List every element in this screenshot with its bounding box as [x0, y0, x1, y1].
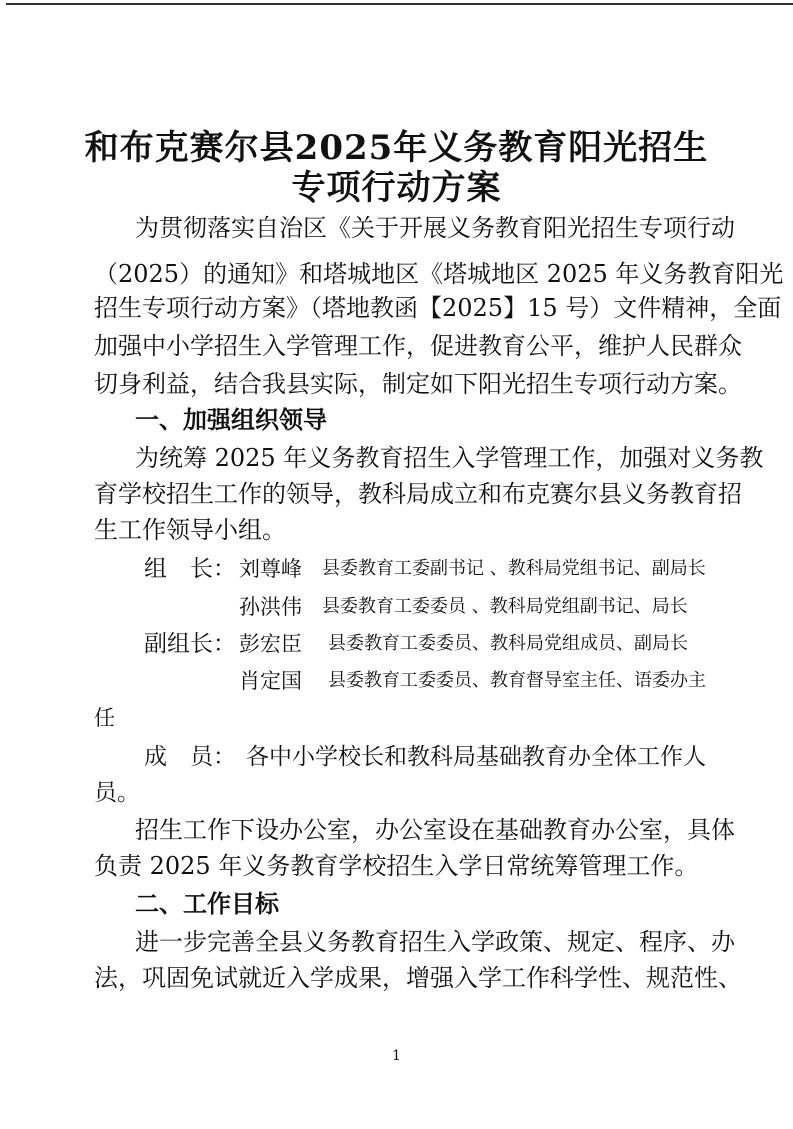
section-1-heading: 一、加强组织领导	[135, 405, 327, 434]
leader-role-label: 组 长：	[144, 556, 236, 582]
member-name: 刘尊峰	[239, 557, 302, 581]
member-name: 孙洪伟	[239, 595, 302, 619]
section-2-line: 法，巩固免试就近入学成果，增强入学工作科学性、规范性、	[94, 964, 742, 992]
document-title-line-1: 和布克赛尔县2025年义务教育阳光招生	[84, 128, 709, 168]
page-number: 1	[392, 1048, 401, 1064]
office-line: 招生工作下设办公室，办公室设在基础教育办公室，具体	[135, 816, 735, 844]
intro-line: 加强中小学招生入学管理工作，促进教育公平，维护人民群众	[94, 332, 742, 360]
section-1-line: 为统筹 2025 年义务教育招生入学管理工作，加强对义务教	[135, 444, 764, 472]
members-role-label: 成 员：	[144, 744, 236, 770]
section-2-line: 进一步完善全县义务教育招生入学政策、规定、程序、办	[135, 928, 735, 956]
member-title: 县委教育工委副书记 、教科局党组书记、副局长	[322, 558, 706, 579]
intro-line: 切身利益，结合我县实际，制定如下阳光招生专项行动方案。	[94, 370, 742, 398]
intro-line: （2025）的通知》和塔城地区《塔城地区 2025 年义务教育阳光	[94, 260, 784, 288]
member-title-wrap: 任	[94, 706, 115, 730]
members-description: 各中小学校长和教科局基础教育办全体工作人	[246, 744, 706, 770]
section-1-line: 生工作领导小组。	[94, 516, 286, 544]
members-description-wrap: 员。	[94, 780, 140, 806]
document-title-line-2: 专项行动方案	[291, 168, 502, 208]
section-1-line: 育学校招生工作的领导，教科局成立和布克赛尔县义务教育招	[94, 480, 742, 508]
office-line: 负责 2025 年义务教育学校招生入学日常统筹管理工作。	[94, 852, 699, 880]
member-name: 肖定国	[239, 669, 302, 693]
deputy-role-label: 副组长：	[144, 631, 236, 657]
member-title: 县委教育工委委员 、教科局党组副书记、局长	[322, 596, 688, 617]
top-border-line	[6, 3, 793, 5]
intro-line: 为贯彻落实自治区《关于开展义务教育阳光招生专项行动	[135, 214, 735, 242]
intro-line: 招生专项行动方案》（塔地教函【2025】15 号）文件精神，全面	[94, 294, 782, 322]
member-title: 县委教育工委委员、教科局党组成员、副局长	[328, 633, 688, 654]
section-2-heading: 二、工作目标	[135, 889, 279, 918]
member-name: 彭宏臣	[239, 632, 302, 656]
member-title: 县委教育工委委员、教育督导室主任、语委办主	[328, 670, 706, 691]
